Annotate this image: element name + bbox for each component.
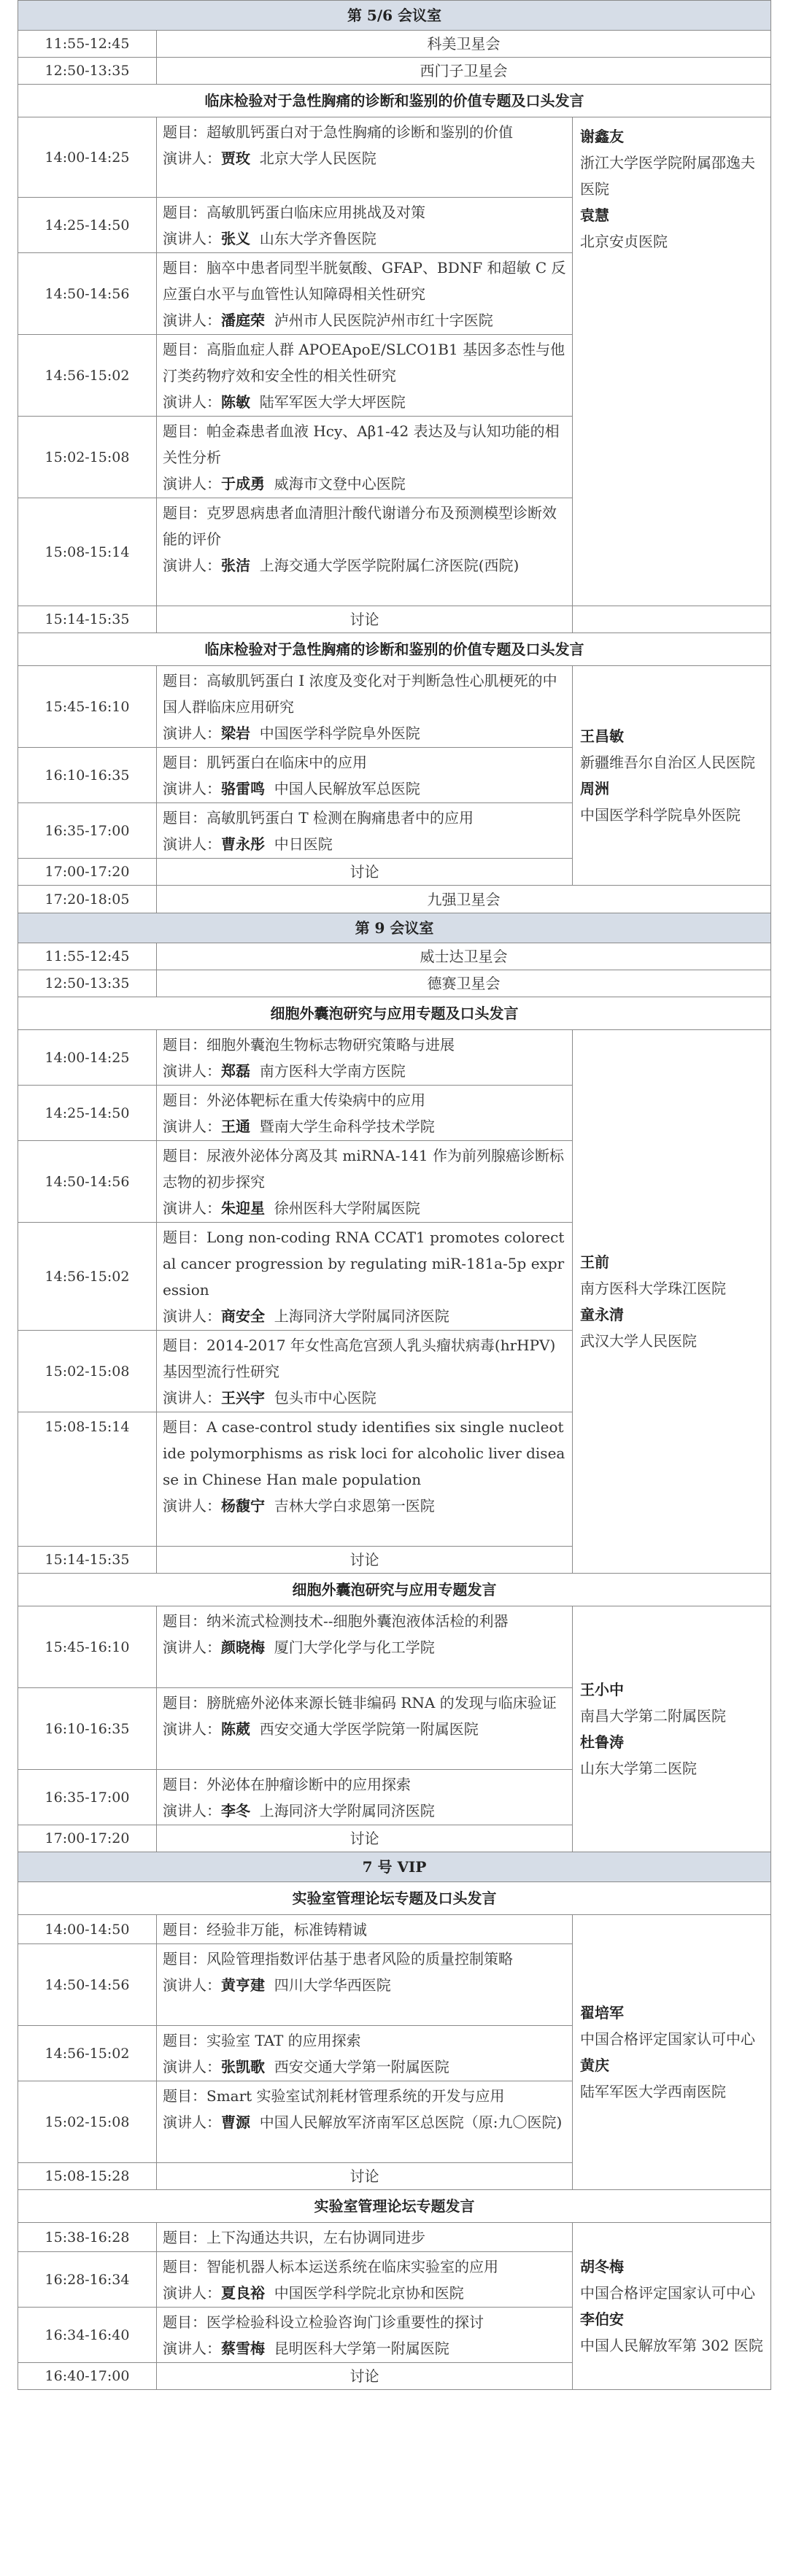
talk-speaker: 演讲人：商安全 上海同济大学附属同济医院 [163,1307,449,1325]
moderator-institution: 南方医科大学珠江医院 [580,1280,726,1297]
talk-speaker: 演讲人：朱迎星 徐州医科大学附属医院 [163,1199,420,1217]
moderator-institution: 陆军军医大学西南医院 [580,2083,726,2100]
talk-speaker: 演讲人：潘庭荣 泸州市人民医院泸州市红十字医院 [163,312,493,329]
discussion-row: 15:08-15:28 讨论 [18,2163,771,2190]
talk-cell [157,1412,573,1547]
talk-row: 15:02-15:08 题目：Smart 实验室试剂耗材管理系统的开发与应用 演讲人：曹源 中国人民解放军济南军区总医院（原:九〇医院) [18,2081,771,2163]
moderator-name: 黄庆 [580,2057,609,2074]
room-header: 第 9 会议室 [18,913,771,943]
talk-cell [157,803,573,859]
schedule-row: 12:50-13:35 西门子卫星会 [18,58,771,85]
moderator-name: 袁慧 [580,206,609,224]
talk-topic: 题目：细胞外囊泡生物标志物研究策略与进展 [163,1036,455,1053]
talk-cell [157,666,573,748]
discussion-row: 17:00-17:20 讨论 [18,1825,771,1852]
moderator-cell [573,2223,771,2390]
session-header: 实验室管理论坛专题发言 [18,2190,771,2223]
schedule-row: 11:55-12:45 威士达卫星会 [18,943,771,970]
session-header: 临床检验对于急性胸痛的诊断和鉴别的价值专题及口头发言 [18,85,771,117]
talk-topic: 题目：上下沟通达共识，左右协调同进步 [163,2229,425,2246]
talk-topic: 题目：膀胱癌外泌体来源长链非编码 RNA 的发现与临床验证 [163,1694,557,1711]
talk-topic: 题目：克罗恩病患者血清胆汁酸代谢谱分布及预测模型诊断效能的评价 [163,504,557,548]
talk-row: 14:56-15:02 题目：高脂血症人群 APOEApoE/SLCO1B1 基因多态性与他汀类药物疗效和安全性的相关性研究 演讲人：陈敏 陆军军医大学大坪医院 [18,335,771,417]
talk-cell [157,498,573,606]
moderator-name: 谢鑫友 [580,128,624,145]
talk-topic: 题目：高敏肌钙蛋白 T 检测在胸痛患者中的应用 [163,809,474,827]
talk-topic: 题目：2014-2017 年女性高危宫颈人乳头瘤状病毒(hrHPV)基因型流行性研究 [163,1337,556,1380]
talk-row: 14:56-15:02 题目：实验室 TAT 的应用探索 演讲人：张凯歌 西安交通大学第一附属医院 [18,2026,771,2081]
discussion-row: 17:00-17:20 讨论 [18,859,771,886]
talk-cell [157,748,573,803]
talk-cell [157,1944,573,2026]
talk-row: 14:56-15:02 题目：Long non-coding RNA CCAT1 promotes colorectal cancer progression by regulating miR-181a-5p expression 演讲人：商安全 上海同济大学附属同济医院 [18,1223,771,1331]
talk-speaker: 演讲人：梁岩 中国医学科学院阜外医院 [163,724,420,742]
talk-topic: 题目：外泌体在肿瘤诊断中的应用探索 [163,1776,411,1793]
moderator-institution: 新疆维吾尔自治区人民医院 [580,754,755,771]
moderator-name: 李伯安 [580,2310,624,2328]
talk-row: 14:50-14:56 题目：尿液外泌体分离及其 miRNA-141 作为前列腺癌诊断标志物的初步探究 演讲人：朱迎星 徐州医科大学附属医院 [18,1141,771,1223]
talk-speaker: 演讲人：黄亨建 四川大学华西医院 [163,1976,391,1994]
moderator-name: 王昌敏 [580,727,624,745]
talk-cell [157,2223,573,2252]
talk-topic: 题目：外泌体靶标在重大传染病中的应用 [163,1091,425,1109]
talk-row: 14:25-14:50 题目：高敏肌钙蛋白临床应用挑战及对策 演讲人：张义 山东大学齐鲁医院 [18,198,771,253]
talk-topic: 题目：风险管理指数评估基于患者风险的质量控制策略 [163,1950,513,1968]
moderator-name: 王小中 [580,1681,624,1698]
talk-cell [157,1086,573,1141]
moderator-cell [573,1030,771,1574]
schedule-row: 17:20-18:05 九强卫星会 [18,886,771,913]
talk-speaker: 演讲人：杨馥宁 吉林大学白求恩第一医院 [163,1497,435,1515]
talk-topic: 题目：高脂血症人群 APOEApoE/SLCO1B1 基因多态性与他汀类药物疗效和安全性的相关性研究 [163,341,565,384]
talk-speaker: 演讲人：张洁 上海交通大学医学院附属仁济医院(西院) [163,557,519,574]
talk-row: 15:45-16:10 题目：纳米流式检测技术--细胞外囊泡液体活检的利器 演讲人：颜晓梅 厦门大学化学与化工学院 王小中 南昌大学第二附属医院 杜鲁涛 山东大学第二医院 [18,1606,771,1688]
talk-speaker: 演讲人：蔡雪梅 昆明医科大学第一附属医院 [163,2340,449,2357]
schedule-table [18,0,771,2390]
talk-cell [157,417,573,498]
moderator-institution: 山东大学第二医院 [580,1760,697,1777]
talk-topic: 题目：高敏肌钙蛋白临床应用挑战及对策 [163,204,425,221]
talk-topic: 题目：脑卒中患者同型半胱氨酸、GFAP、BDNF 和超敏 C 反应蛋白水平与血管性认知障碍相关性研究 [163,259,566,303]
discussion-row: 16:40-17:00 讨论 [18,2363,771,2390]
schedule-row: 11:55-12:45 科美卫星会 [18,31,771,58]
talk-cell [157,1770,573,1825]
talk-row: 15:02-15:08 题目：2014-2017 年女性高危宫颈人乳头瘤状病毒(hrHPV)基因型流行性研究 演讲人：王兴宇 包头市中心医院 [18,1331,771,1412]
talk-speaker: 演讲人：于成勇 威海市文登中心医院 [163,475,406,492]
moderator-institution: 南昌大学第二附属医院 [580,1707,726,1725]
moderator-cell [573,1915,771,2190]
talk-row: 15:45-16:10 题目：高敏肌钙蛋白 I 浓度及变化对于判断急性心肌梗死的中国人群临床应用研究 演讲人：梁岩 中国医学科学院阜外医院 王昌敏 新疆维吾尔自治区人民医院 周洲 中国医学科学院阜外医院 [18,666,771,748]
talk-row: 14:50-14:56 题目：脑卒中患者同型半胱氨酸、GFAP、BDNF 和超敏 C 反应蛋白水平与血管性认知障碍相关性研究 演讲人：潘庭荣 泸州市人民医院泸州市红十字医院 [18,253,771,335]
talk-cell [157,253,573,335]
talk-row: 16:34-16:40 题目：医学检验科设立检验咨询门诊重要性的探讨 演讲人：蔡雪梅 昆明医科大学第一附属医院 [18,2308,771,2363]
talk-topic: 题目：Long non-coding RNA CCAT1 promotes colorectal cancer progression by regulating miR-181a-5p expression [163,1229,565,1299]
talk-row: 14:00-14:25 题目：超敏肌钙蛋白对于急性胸痛的诊断和鉴别的价值 演讲人：贾玫 北京大学人民医院 谢鑫友 浙江大学医学院附属邵逸夫医院 袁慧 北京安贞医院 [18,117,771,198]
talk-speaker: 演讲人：王通 暨南大学生命科学技术学院 [163,1118,435,1135]
moderator-name: 杜鲁涛 [580,1733,624,1751]
talk-speaker: 演讲人：王兴宇 包头市中心医院 [163,1389,376,1407]
talk-cell [157,1915,573,1944]
moderator-name: 周洲 [580,780,609,797]
moderator-institution: 中国人民解放军第 302 医院 [580,2337,763,2354]
session-header: 细胞外囊泡研究与应用专题发言 [18,1574,771,1606]
moderator-cell [573,117,771,606]
talk-cell [157,2081,573,2163]
talk-speaker: 演讲人：颜晓梅 厦门大学化学与化工学院 [163,1639,435,1656]
talk-topic: 题目：医学检验科设立检验咨询门诊重要性的探讨 [163,2313,484,2331]
talk-topic: 题目：智能机器人标本运送系统在临床实验室的应用 [163,2258,498,2275]
talk-speaker: 演讲人：李冬 上海同济大学附属同济医院 [163,1802,435,1819]
talk-topic: 题目：高敏肌钙蛋白 I 浓度及变化对于判断急性心肌梗死的中国人群临床应用研究 [163,672,557,716]
talk-cell [157,1141,573,1223]
talk-cell [157,1688,573,1770]
session-header: 实验室管理论坛专题及口头发言 [18,1882,771,1915]
talk-topic: 题目：A case-control study identifies six single nucleotide polymorphisms as risk loci for alcoholic liver disease in Chinese Han male population [163,1418,565,1488]
talk-cell [157,2252,573,2308]
talk-row: 16:10-16:35 题目：膀胱癌外泌体来源长链非编码 RNA 的发现与临床验证 演讲人：陈葳 西安交通大学医学院第一附属医院 [18,1688,771,1770]
talk-cell [157,2308,573,2363]
moderator-institution: 中国合格评定国家认可中心 [580,2284,755,2302]
talk-topic: 题目：纳米流式检测技术--细胞外囊泡液体活检的利器 [163,1612,509,1630]
moderator-name: 王前 [580,1253,609,1271]
talk-speaker: 演讲人：陈敏 陆军军医大学大坪医院 [163,393,406,411]
talk-speaker: 演讲人：张凯歌 西安交通大学第一附属医院 [163,2058,449,2076]
room-header: 第 5/6 会议室 [18,1,771,31]
moderator-institution: 中国合格评定国家认可中心 [580,2030,755,2048]
moderator-institution: 北京安贞医院 [580,233,668,250]
moderator-name: 胡冬梅 [580,2258,624,2275]
talk-speaker: 演讲人：郑磊 南方医科大学南方医院 [163,1062,406,1080]
talk-cell [157,117,573,198]
discussion-row: 15:14-15:35 讨论 [18,606,771,633]
talk-topic: 题目：尿液外泌体分离及其 miRNA-141 作为前列腺癌诊断标志物的初步探究 [163,1147,565,1191]
talk-row: 16:10-16:35 题目：肌钙蛋白在临床中的应用 演讲人：骆雷鸣 中国人民解放军总医院 [18,748,771,803]
discussion-row: 15:14-15:35 讨论 [18,1547,771,1574]
session-header: 临床检验对于急性胸痛的诊断和鉴别的价值专题及口头发言 [18,633,771,666]
talk-row: 15:08-15:14 题目：克罗恩病患者血清胆汁酸代谢谱分布及预测模型诊断效能的评价 演讲人：张洁 上海交通大学医学院附属仁济医院(西院) [18,498,771,606]
moderator-institution: 中国医学科学院阜外医院 [580,806,741,824]
moderator-cell [573,666,771,886]
talk-speaker: 演讲人：曹源 中国人民解放军济南军区总医院（原:九〇医院) [163,2113,563,2131]
talk-cell [157,2026,573,2081]
room-header: 7 号 VIP [18,1852,771,1882]
talk-speaker: 演讲人：骆雷鸣 中国人民解放军总医院 [163,780,420,797]
moderator-institution: 浙江大学医学院附属邵逸夫医院 [580,154,755,198]
talk-cell [157,1030,573,1086]
moderator-institution: 武汉大学人民医院 [580,1332,697,1350]
talk-cell [157,335,573,417]
talk-row: 15:08-15:14 题目：A case-control study identifies six single nucleotide polymorphisms as risk loci for alcoholic liver disease in Chinese Han male population 演讲人：杨馥宁 吉林大学白求恩第一医院 [18,1412,771,1547]
talk-speaker: 演讲人：曹永彤 中日医院 [163,835,333,853]
talk-row: 14:50-14:56 题目：风险管理指数评估基于患者风险的质量控制策略 演讲人：黄亨建 四川大学华西医院 [18,1944,771,2026]
talk-speaker: 演讲人：张义 山东大学齐鲁医院 [163,230,376,247]
talk-speaker: 演讲人：陈葳 西安交通大学医学院第一附属医院 [163,1720,479,1738]
talk-speaker: 演讲人：贾玫 北京大学人民医院 [163,150,376,167]
moderator-name: 翟培军 [580,2004,624,2022]
session-header: 细胞外囊泡研究与应用专题及口头发言 [18,997,771,1030]
talk-row: 16:35-17:00 题目：高敏肌钙蛋白 T 检测在胸痛患者中的应用 演讲人：曹永彤 中日医院 [18,803,771,859]
talk-topic: 题目：Smart 实验室试剂耗材管理系统的开发与应用 [163,2087,505,2105]
schedule-row: 12:50-13:35 德赛卫星会 [18,970,771,997]
talk-speaker: 演讲人：夏良裕 中国医学科学院北京协和医院 [163,2284,464,2302]
moderator-name: 童永清 [580,1306,624,1323]
talk-cell [157,1223,573,1331]
talk-topic: 题目：超敏肌钙蛋白对于急性胸痛的诊断和鉴别的价值 [163,123,513,141]
talk-cell [157,1331,573,1412]
talk-cell [157,1606,573,1688]
talk-cell [157,198,573,253]
talk-row: 15:02-15:08 题目：帕金森患者血液 Hcy、Aβ1-42 表达及与认知功能的相关性分析 演讲人：于成勇 威海市文登中心医院 [18,417,771,498]
talk-topic: 题目：实验室 TAT 的应用探索 [163,2032,361,2049]
talk-row: 14:00-14:50 题目：经验非万能，标准铸精诚 翟培军 中国合格评定国家认可中心 黄庆 陆军军医大学西南医院 [18,1915,771,1944]
talk-topic: 题目：帕金森患者血液 Hcy、Aβ1-42 表达及与认知功能的相关性分析 [163,422,560,466]
talk-row: 15:38-16:28 题目：上下沟通达共识，左右协调同进步 胡冬梅 中国合格评定国家认可中心 李伯安 中国人民解放军第 302 医院 [18,2223,771,2252]
moderator-cell [573,1606,771,1852]
talk-row: 14:00-14:25 题目：细胞外囊泡生物标志物研究策略与进展 演讲人：郑磊 南方医科大学南方医院 王前 南方医科大学珠江医院 童永清 武汉大学人民医院 [18,1030,771,1086]
talk-row: 14:25-14:50 题目：外泌体靶标在重大传染病中的应用 演讲人：王通 暨南大学生命科学技术学院 [18,1086,771,1141]
talk-topic: 题目：经验非万能，标准铸精诚 [163,1921,367,1938]
talk-row: 16:28-16:34 题目：智能机器人标本运送系统在临床实验室的应用 演讲人：夏良裕 中国医学科学院北京协和医院 [18,2252,771,2308]
talk-topic: 题目：肌钙蛋白在临床中的应用 [163,754,367,771]
talk-row: 16:35-17:00 题目：外泌体在肿瘤诊断中的应用探索 演讲人：李冬 上海同济大学附属同济医院 [18,1770,771,1825]
